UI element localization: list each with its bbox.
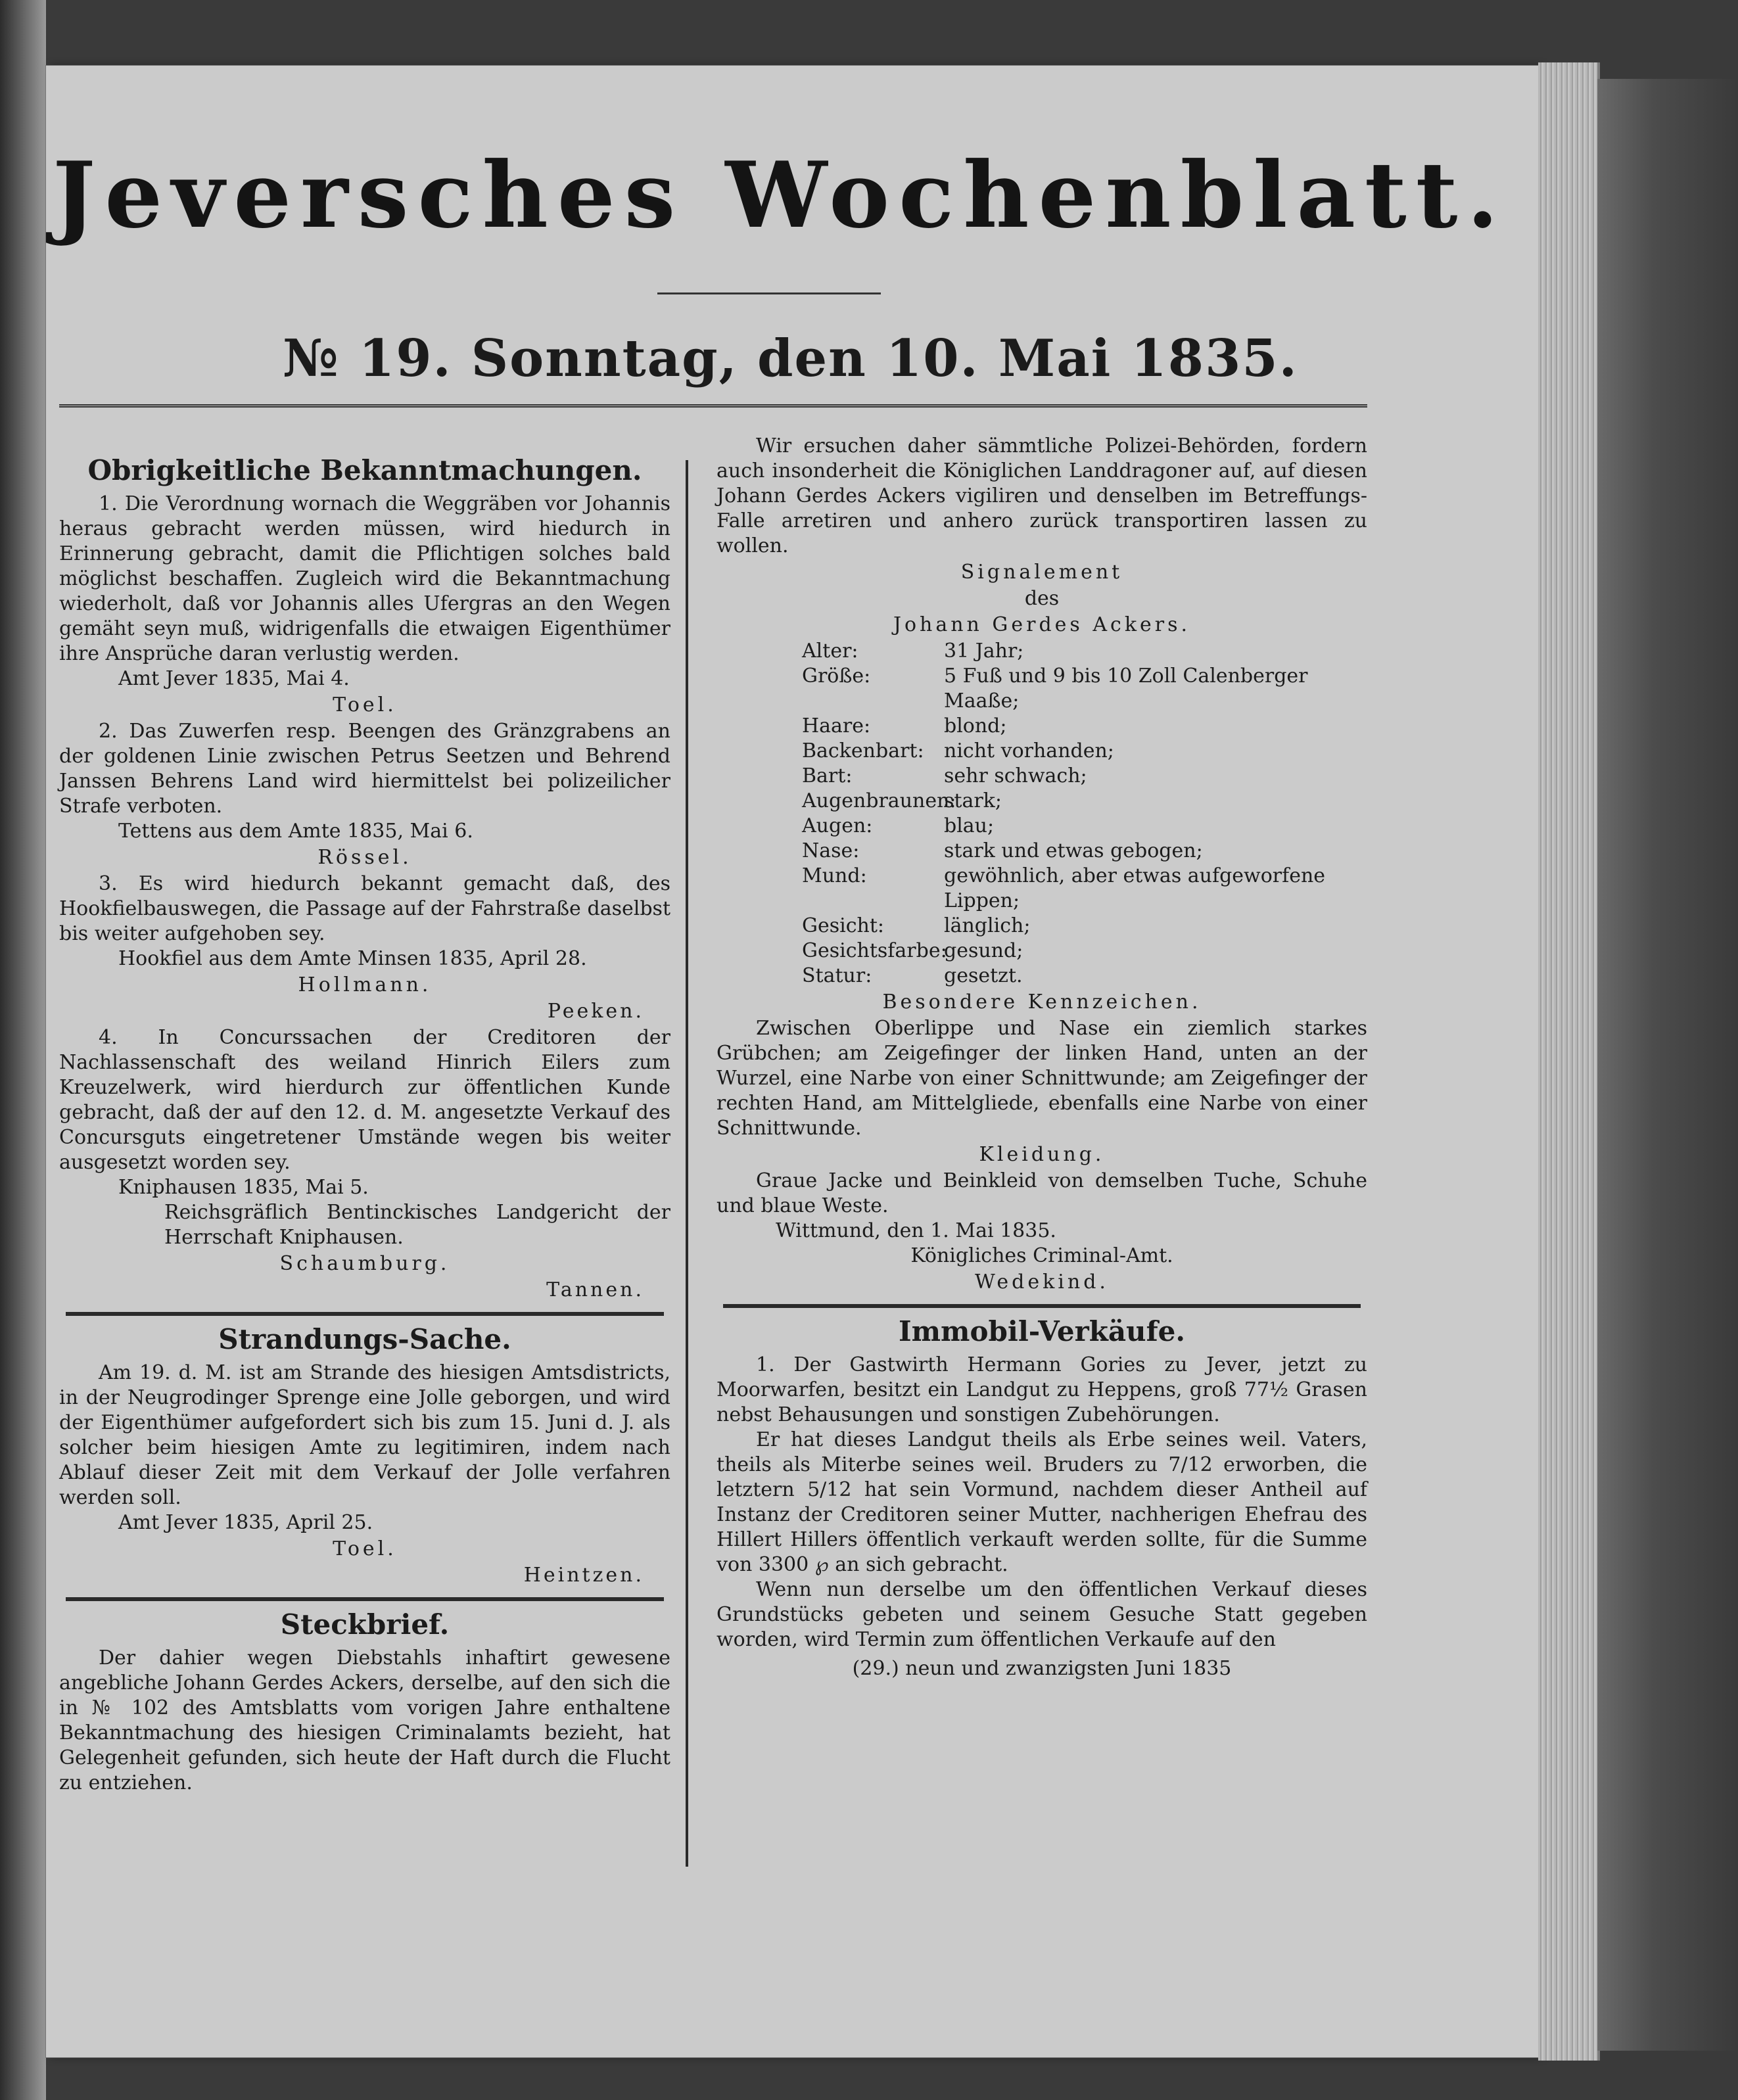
trait-label: Alter: xyxy=(802,640,858,663)
header-rule xyxy=(59,404,1367,408)
trait-row xyxy=(716,964,1367,989)
notice-4-signature-1: Schaumburg. xyxy=(279,1252,450,1275)
real-estate-p2: Er hat dieses Landgut theils als Erbe seines weil. Vaters, theils als Miterbe seines weil. Bruders zu 7/12 erworben, die letztern 5/12 hat sein Vormund, nachdem dieser Antheil auf Instanz der Creditoren seiner Mutter, nachherigen Ehefrau des Hillert Hillers öffentlich verkauft werden sollte, für die Summe von 3300 ℘ an sich gebracht. xyxy=(716,1428,1367,1576)
notice-1-signature: Toel. xyxy=(333,693,397,716)
trait-value: 5 Fuß und 9 bis 10 Zoll Calenberger Maaße; xyxy=(944,665,1308,712)
trait-label: Nase: xyxy=(802,839,860,862)
warrant-text: Der dahier wegen Diebstahls inhaftirt gewesene angebliche Johann Gerdes Ackers, derselbe, auf den sich die in № 102 des Amtsblatts vom vorigen Jahre enthaltene Bekanntmachung des hiesigen Criminalamts bezieht, hat Gelegenheit gefunden, sich heute der Haft durch die Flucht zu entziehen. xyxy=(59,1646,670,1794)
trait-label: Augenbraunen: xyxy=(802,789,956,812)
notice-3-signature-1: Hollmann. xyxy=(298,973,432,996)
marks-heading: Besondere Kennzeichen. xyxy=(882,991,1202,1014)
clothing-heading: Kleidung. xyxy=(979,1143,1105,1166)
trait-value: stark; xyxy=(944,789,1002,812)
marks-text: Zwischen Oberlippe und Nase ein ziemlich starkes Grübchen; am Zeigefinger der linken Hand, unten an der Wurzel, eine Narbe von einer Schnittwunde; am Zeigefinger der rechten Hand, am Mittelgliede, ebenfalls eine Narbe von einer Schnittwunde. xyxy=(716,1017,1367,1140)
left-column xyxy=(59,447,670,1796)
trait-label: Bart: xyxy=(802,764,853,787)
trait-value: gesetzt. xyxy=(944,964,1023,987)
description-heading: Signalement xyxy=(960,561,1123,584)
notice-3-text: 3. Es wird hiedurch bekannt gemacht daß, des Hookfielbauswegen, die Passage auf der Fahrstraße daselbst bis weiter aufgehoben sey. xyxy=(59,872,670,945)
clothing-text: Graue Jacke und Beinkleid von demselben Tuche, Schuhe und blaue Weste. xyxy=(716,1169,1367,1217)
trait-row xyxy=(716,764,1367,789)
warrant-date: Wittmund, den 1. Mai 1835. xyxy=(776,1219,1056,1242)
notice-1-date: Amt Jever 1835, Mai 4. xyxy=(118,667,350,690)
trait-label: Gesicht: xyxy=(802,914,884,937)
right-column xyxy=(716,434,1367,1681)
book-binding xyxy=(1597,79,1738,2051)
stranding-text: Am 19. d. M. ist am Strande des hiesigen Amtsdistricts, in der Neugrodinger Sprenge eine Jolle geborgen, und wird der Eigenthümer aufgefordert sich bis zum 15. Juni d. J. als solcher beim hiesigen Amte zu legitimiren, indem nach Ablauf dieser Zeit mit dem Verkauf der Jolle verfahren werden soll. xyxy=(59,1361,670,1509)
trait-label: Augen: xyxy=(802,814,873,837)
trait-label: Haare: xyxy=(802,714,871,737)
section-title-real-estate: Immobil-Verkäufe. xyxy=(898,1315,1186,1347)
trait-value: gesund; xyxy=(944,939,1023,962)
trait-row xyxy=(716,939,1367,964)
notice-2-signature: Rössel. xyxy=(317,846,412,869)
trait-value: nicht vorhanden; xyxy=(944,739,1114,762)
real-estate-p3: Wenn nun derselbe um den öffentlichen Verkauf dieses Grundstücks gebeten und seinem Gesuche Statt gegeben worden, wird Termin zum öffentlichen Verkaufe auf den xyxy=(716,1578,1367,1651)
trait-row xyxy=(716,789,1367,814)
masthead-rule xyxy=(657,292,881,294)
section-rule xyxy=(66,1597,664,1601)
masthead-title: Jeversches Wochenblatt. xyxy=(53,141,1508,248)
trait-row xyxy=(716,639,1367,664)
section-rule xyxy=(723,1304,1361,1308)
notice-4-text: 4. In Concurssachen der Creditoren der Nachlassenschaft des weiland Hinrich Eilers zum Kreuzelwerk, wird hierdurch zur öffentlichen Kunde gebracht, daß der auf den 12. d. M. angesetzte Verkauf des Concursguts eingetretener Umstände wegen bis weiter ausgesetzt worden sey. xyxy=(59,1026,670,1174)
page-stack-edges xyxy=(1538,62,1600,2061)
notice-3-date: Hookfiel aus dem Amte Minsen 1835, April 28. xyxy=(118,947,587,970)
warrant-office: Königliches Criminal-Amt. xyxy=(910,1244,1173,1267)
trait-row xyxy=(716,814,1367,839)
issue-line: № 19. Sonntag, den 10. Mai 1835. xyxy=(283,329,1298,388)
section-title-official: Obrigkeitliche Bekanntmachungen. xyxy=(87,454,642,486)
trait-value: sehr schwach; xyxy=(944,764,1087,787)
section-title-warrant: Steckbrief. xyxy=(280,1608,450,1641)
trait-value: blond; xyxy=(944,714,1007,737)
trait-row xyxy=(716,739,1367,764)
description-name: Johann Gerdes Ackers. xyxy=(893,613,1191,636)
trait-row xyxy=(716,664,1367,714)
trait-label: Größe: xyxy=(802,665,871,688)
notice-4-signature-2: Tannen. xyxy=(546,1278,644,1301)
warrant-request: Wir ersuchen daher sämmtliche Polizei-Behörden, fordern auch insonderheit die Königlichen Landdragoner auf, auf diesen Johann Gerdes Ackers vigiliren und denselben im Betreffungs-Falle arretiren und anhero zurück transportiren lassen zu wollen. xyxy=(716,434,1367,557)
trait-row xyxy=(716,839,1367,864)
trait-row xyxy=(716,864,1367,914)
trait-row xyxy=(716,914,1367,939)
trait-label: Backenbart: xyxy=(802,739,924,762)
notice-4-date: Kniphausen 1835, Mai 5. xyxy=(118,1176,369,1199)
notice-2-text: 2. Das Zuwerfen resp. Beengen des Gränzgrabens an der goldenen Linie zwischen Petrus Seetzen und Behrend Janssen Behrens Land wird hiermittelst bei polizeilicher Strafe verboten. xyxy=(59,720,670,818)
trait-value: länglich; xyxy=(944,914,1031,937)
notice-1-text: 1. Die Verordnung wornach die Weggräben vor Johannis heraus gebracht werden müssen, wird hiedurch in Erinnerung gebracht, damit die Pflichtigen solches bald möglichst beschaffen. Zugleich wird die Bekanntmachung wiederholt, daß vor Johannis alles Ufergras an den Wegen gemäht seyn muß, widrigenfalls die etwaigen Eigenthümer ihre Ansprüche daran verlustig werden. xyxy=(59,492,670,665)
description-des: des xyxy=(1024,587,1060,610)
stranding-date: Amt Jever 1835, April 25. xyxy=(118,1511,373,1534)
section-rule xyxy=(66,1312,664,1316)
trait-label: Statur: xyxy=(802,964,872,987)
notice-2-date: Tettens aus dem Amte 1835, Mai 6. xyxy=(118,820,473,843)
notice-4-court: Reichsgräflich Bentinckisches Landgericht der Herrschaft Kniphausen. xyxy=(164,1201,670,1249)
warrant-signature: Wedekind. xyxy=(975,1271,1109,1294)
column-divider xyxy=(686,460,688,1867)
trait-label: Mund: xyxy=(802,864,867,887)
trait-value: gewöhnlich, aber etwas aufgeworfene Lippen; xyxy=(944,864,1326,912)
trait-list xyxy=(716,639,1367,989)
stranding-signature-1: Toel. xyxy=(333,1537,397,1560)
trait-value: blau; xyxy=(944,814,995,837)
notice-3-signature-2: Peeken. xyxy=(547,1000,644,1023)
stranding-signature-2: Heintzen. xyxy=(523,1564,644,1587)
trait-value: 31 Jahr; xyxy=(944,640,1024,663)
trait-label: Gesichtsfarbe: xyxy=(802,939,947,962)
trait-value: stark und etwas gebogen; xyxy=(944,839,1203,862)
section-title-stranding: Strandungs-Sache. xyxy=(218,1323,511,1355)
real-estate-date: (29.) neun und zwanzigsten Juni 1835 xyxy=(852,1657,1232,1680)
real-estate-p1: 1. Der Gastwirth Hermann Gories zu Jever, jetzt zu Moorwarfen, besitzt ein Landgut zu Heppens, groß 77½ Grasen nebst Behausungen und sonstigen Zubehörungen. xyxy=(716,1353,1367,1426)
book-left-edge xyxy=(0,0,46,2100)
trait-row xyxy=(716,714,1367,739)
